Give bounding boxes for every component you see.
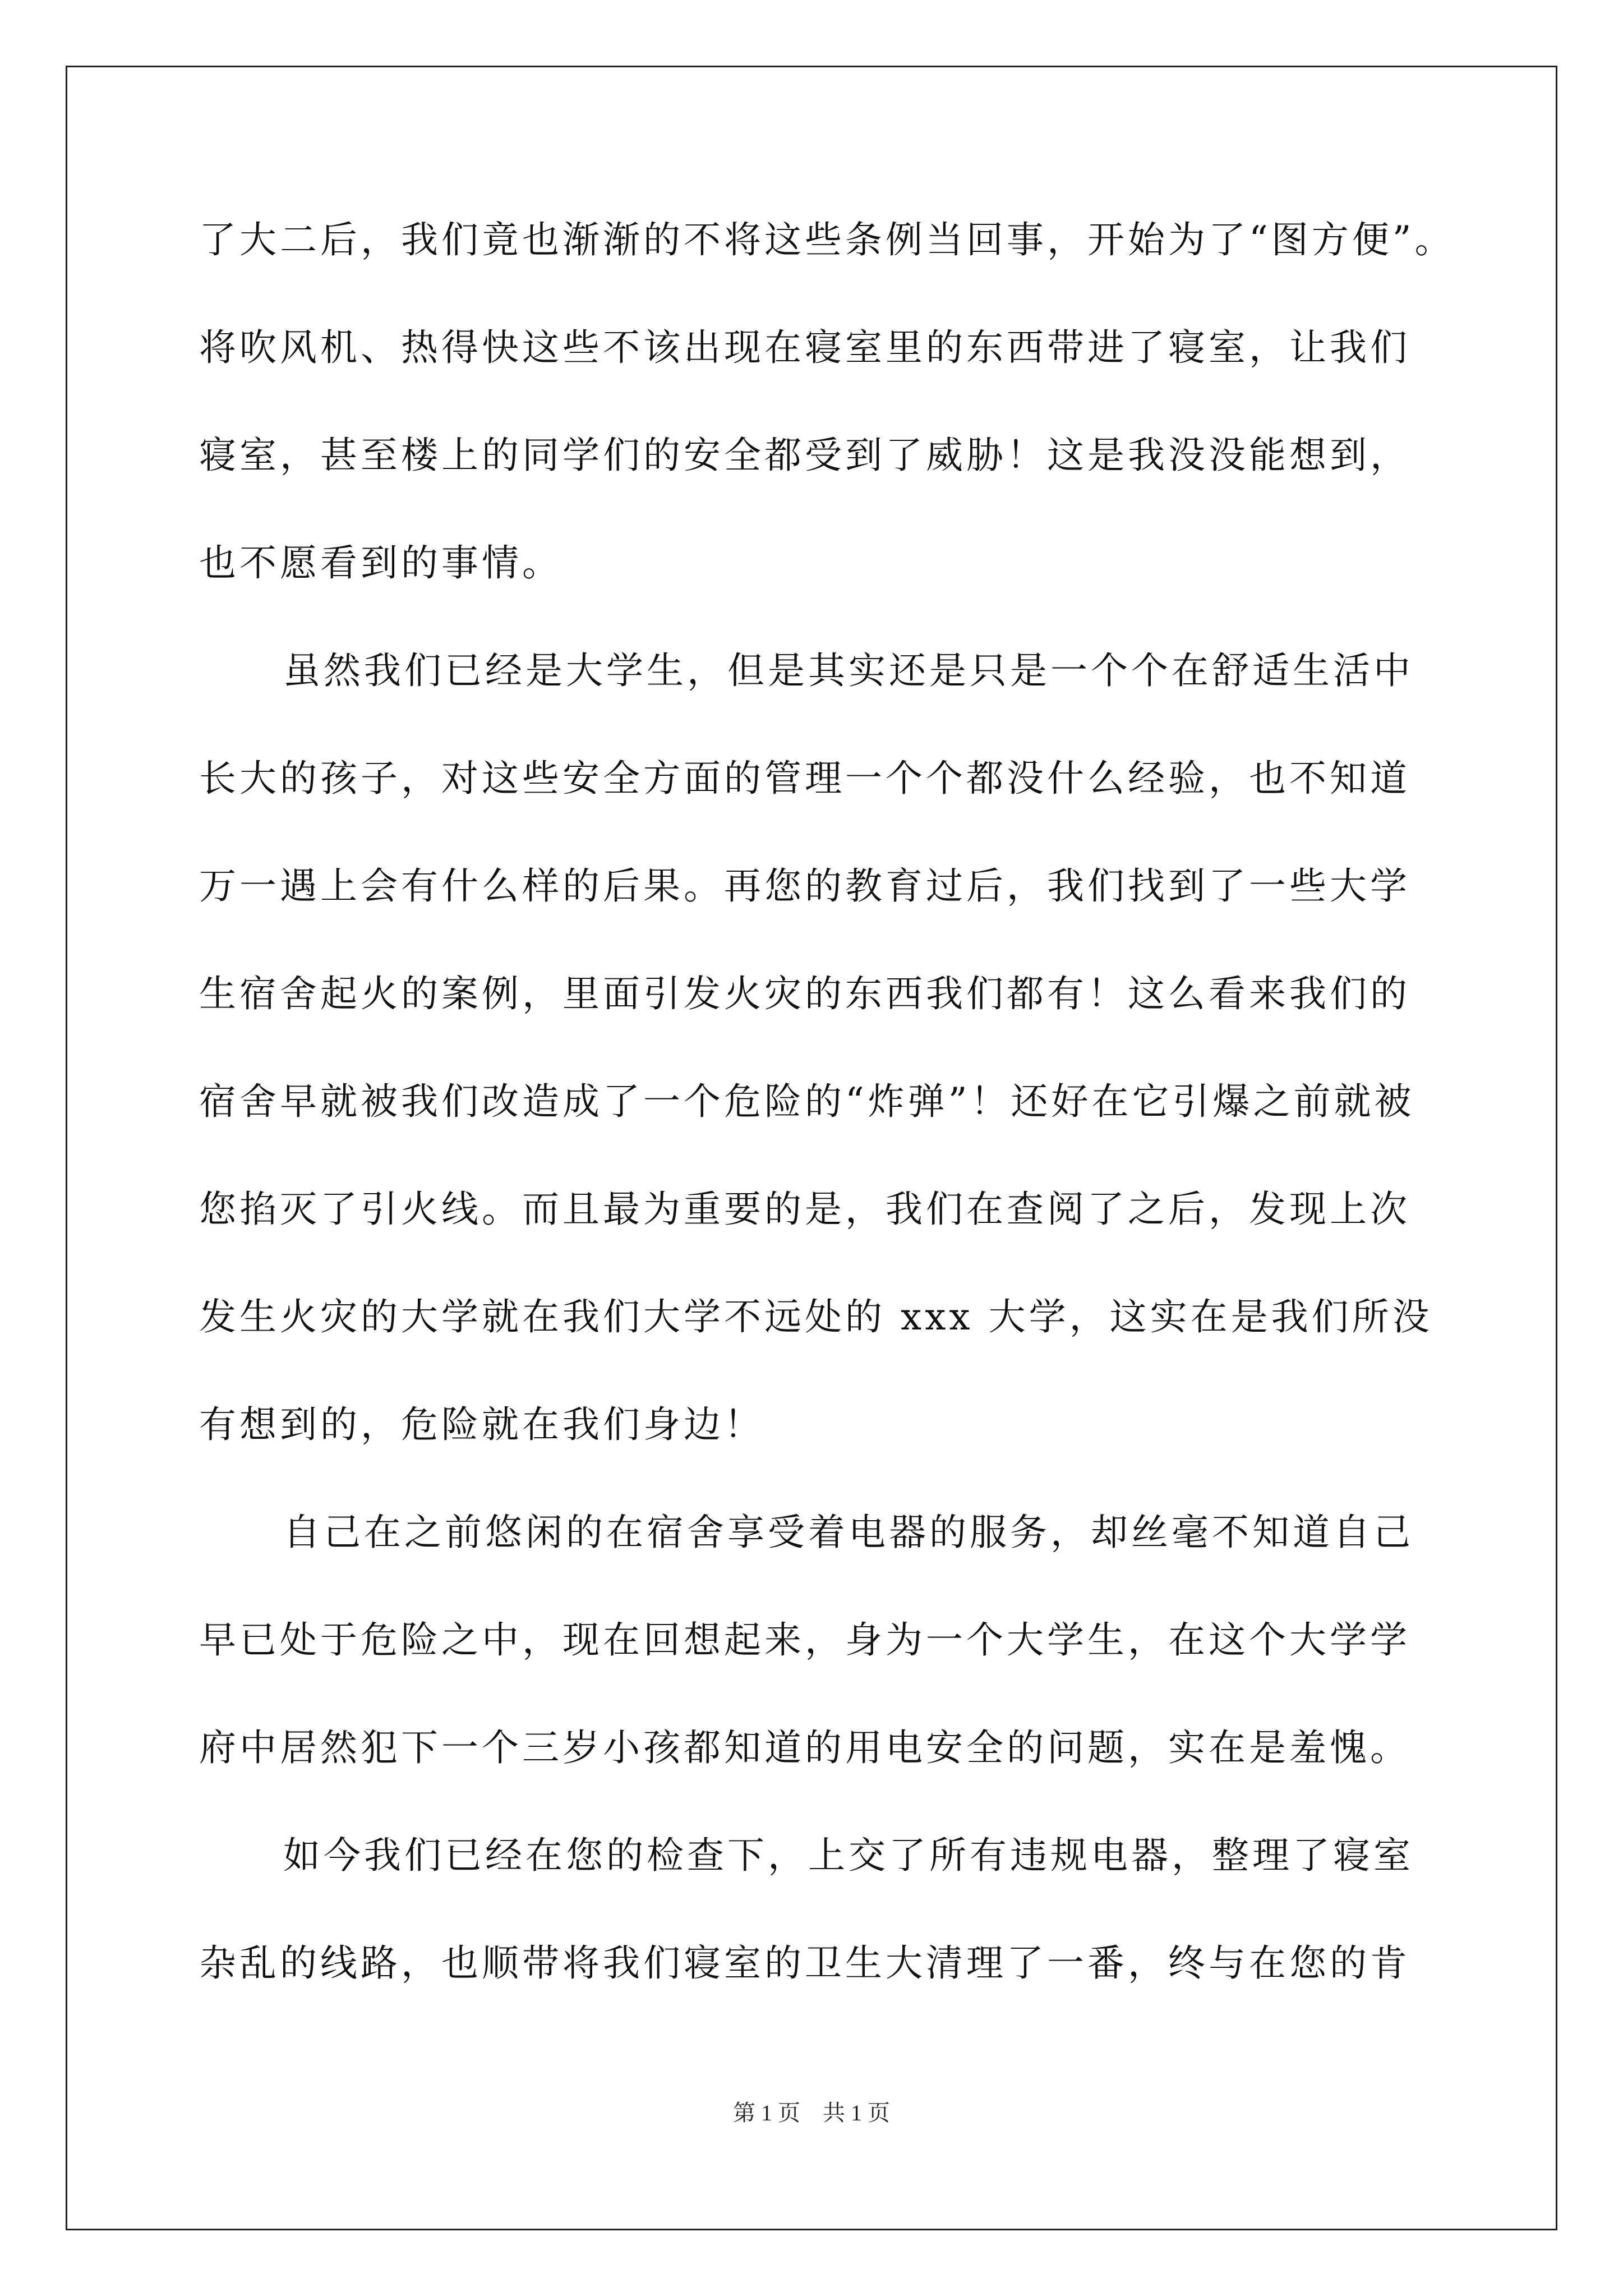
text-line: 寝室，甚至楼上的同学们的安全都受到了威胁！这是我没没能想到， [199,434,1410,477]
paragraph-start-line: 虽然我们已经是大学生，但是其实还是只是一个个在舒适生活中 [283,649,1414,692]
paragraph-start-line: 自己在之前悠闲的在宿舍享受着电器的服务，却丝毫不知道自己 [283,1511,1414,1554]
text-line: 长大的孩子，对这些安全方面的管理一个个都没什么经验，也不知道 [199,757,1410,800]
document-body [199,213,1455,2044]
text-line: 杂乱的线路，也顺带将我们寝室的卫生大清理了一番，终与在您的肯 [199,1941,1410,1985]
text-line: 有想到的，危险就在我们身边！ [199,1403,764,1446]
text-line: 也不愿看到的事情。 [199,541,562,585]
text-line: 早已处于危险之中，现在回想起来，身为一个大学生，在这个大学学 [199,1618,1410,1662]
text-line: 宿舍早就被我们改造成了一个危险的“炸弹”！还好在它引爆之前就被 [199,1080,1415,1123]
text-line: 您掐灭了引火线。而且最为重要的是，我们在查阅了之后，发现上次 [199,1188,1410,1231]
text-line: 万一遇上会有什么样的后果。再您的教育过后，我们找到了一些大学 [199,864,1410,908]
text-line: 生宿舍起火的案例，里面引发火灾的东西我们都有！这么看来我们的 [199,972,1410,1015]
text-line: 府中居然犯下一个三岁小孩都知道的用电安全的问题，实在是羞愧。 [199,1726,1410,1769]
text-line: 了大二后，我们竟也渐渐的不将这些条例当回事，开始为了“图方便”。 [199,218,1455,261]
paragraph-start-line: 如今我们已经在您的检查下，上交了所有违规电器，整理了寝室 [283,1834,1414,1877]
text-line: 发生火灾的大学就在我们大学不远处的 xxx 大学，这实在是我们所没 [199,1295,1433,1338]
text-line: 将吹风机、热得快这些不该出现在寝室里的东西带进了寝室，让我们 [199,326,1410,369]
page-footer: 第 1 页 共 1 页 [733,2100,890,2125]
